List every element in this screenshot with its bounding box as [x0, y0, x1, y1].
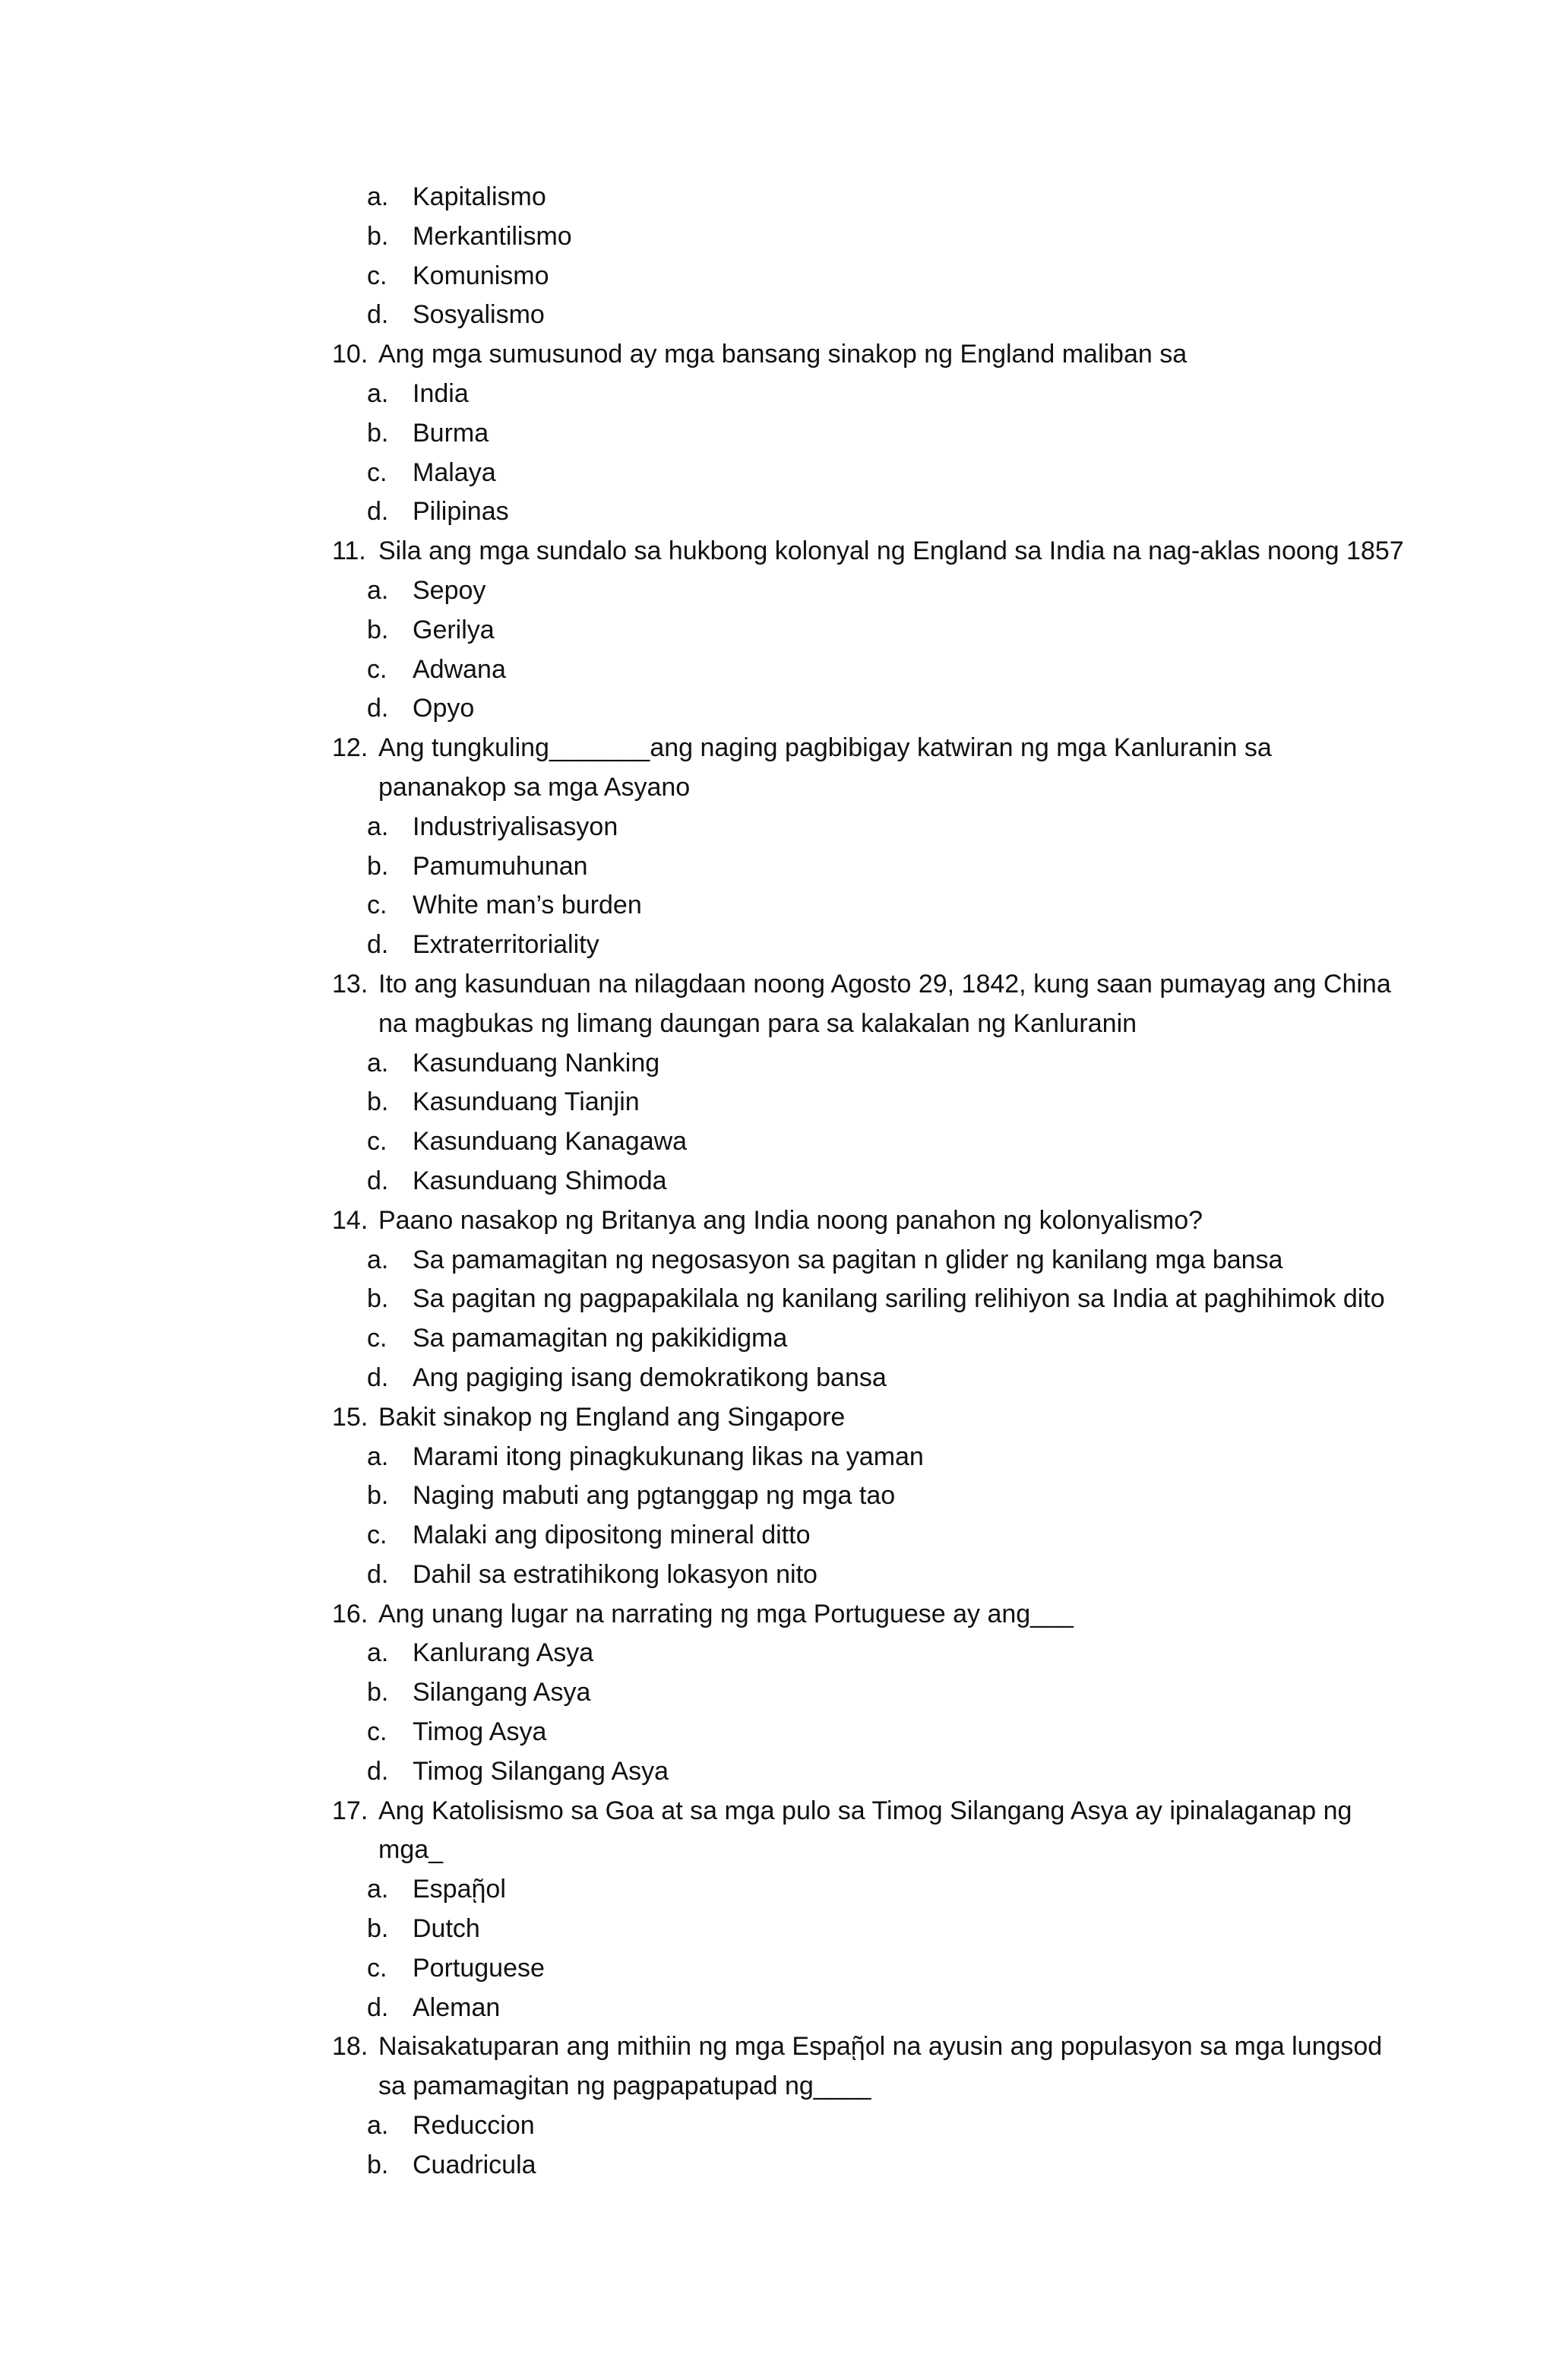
option-letter: b. [367, 1914, 389, 1944]
option-letter: d. [367, 300, 389, 330]
answer-option [0, 1162, 1556, 1201]
option-letter: b. [367, 615, 389, 644]
answer-option [0, 611, 1556, 650]
answer-option [0, 926, 1556, 965]
answer-option [0, 1516, 1556, 1556]
option-letter: c. [367, 1521, 387, 1550]
option-text: Pilipinas [413, 497, 509, 527]
option-text: Pamumuhunan [413, 851, 588, 881]
question-text: Ang mga sumusunod ay mga bansang sinakop ng England maliban sa [378, 340, 1188, 369]
answer-option [0, 257, 1556, 296]
option-text: Aleman [413, 1992, 501, 2022]
answer-option [0, 1280, 1556, 1319]
option-letter: d. [367, 930, 389, 960]
option-letter: c. [367, 1324, 387, 1353]
answer-option [0, 1122, 1556, 1162]
option-text: Kasunduang Shimoda [413, 1166, 667, 1195]
option-text: Kapitalismo [413, 182, 546, 211]
answer-option [0, 1634, 1556, 1673]
option-letter: c. [367, 1717, 387, 1747]
answer-option [0, 1989, 1556, 2028]
answer-option [0, 1910, 1556, 1949]
answer-option [0, 847, 1556, 887]
question-number: 11. [332, 536, 366, 566]
question-text: Paano nasakop ng Britanya ang India noong panahon ng kolonyalismo? [378, 1205, 1203, 1235]
answer-option [0, 1438, 1556, 1477]
question-line [0, 1792, 1556, 1831]
answer-option [0, 1752, 1556, 1792]
question-text: Sila ang mga sundalo sa hukbong kolonyal ng England sa India na nag-aklas noong 1857 [378, 536, 1404, 566]
question-line [0, 1398, 1556, 1438]
question-line [0, 729, 1556, 768]
question-number: 13. [332, 969, 368, 999]
answer-option [0, 1713, 1556, 1752]
question-number: 17. [332, 1796, 368, 1825]
question-number: 12. [332, 733, 368, 763]
answer-option [0, 1083, 1556, 1122]
question-continuation [0, 1005, 1556, 1044]
question-line [0, 1201, 1556, 1241]
question-continuation [0, 2067, 1556, 2106]
answer-option [0, 454, 1556, 493]
option-letter: d. [367, 1166, 389, 1195]
answer-option [0, 1319, 1556, 1359]
answer-option [0, 1476, 1556, 1516]
option-text: Sepoy [413, 575, 486, 605]
answer-option [0, 1673, 1556, 1713]
option-text: Gerilya [413, 615, 495, 644]
option-letter: a. [367, 1638, 389, 1668]
answer-option [0, 1949, 1556, 1989]
answer-option [0, 1044, 1556, 1084]
quiz-document [0, 178, 1556, 2185]
answer-option [0, 296, 1556, 335]
question-text: na magbukas ng limang daungan para sa kalakalan ng Kanluranin [378, 1008, 1137, 1038]
answer-option [0, 375, 1556, 414]
answer-option [0, 217, 1556, 257]
question-number: 18. [332, 2032, 368, 2062]
option-text: Cuadricula [413, 2150, 536, 2179]
option-letter: a. [367, 1048, 389, 1078]
answer-option [0, 2146, 1556, 2185]
option-letter: c. [367, 654, 387, 684]
option-text: Sa pamamagitan ng negosasyon sa pagitan n glider ng kanilang mga bansa [413, 1245, 1283, 1274]
option-letter: b. [367, 1481, 389, 1511]
question-text: Ang unang lugar na narrating ng mga Portuguese ay ang___ [378, 1599, 1074, 1628]
option-letter: c. [367, 1127, 387, 1157]
option-letter: d. [367, 497, 389, 527]
option-letter: a. [367, 812, 389, 841]
option-letter: b. [367, 1678, 389, 1707]
option-letter: c. [367, 891, 387, 920]
question-line [0, 1595, 1556, 1635]
answer-option [0, 1870, 1556, 1910]
option-letter: d. [367, 1559, 389, 1589]
option-letter: a. [367, 378, 389, 408]
question-text: Ang Katolisismo sa Goa at sa mga pulo sa Timog Silangang Asya ay ipinalaganap ng [378, 1796, 1352, 1825]
question-text: mga_ [378, 1835, 444, 1865]
question-number: 14. [332, 1205, 368, 1235]
option-letter: a. [367, 2111, 389, 2141]
option-text: Espaῇol [413, 1875, 506, 1904]
option-letter: a. [367, 182, 389, 211]
answer-option [0, 689, 1556, 729]
option-text: Sa pagitan ng pagpapakilala ng kanilang sariling relihiyon sa India at paghihimok dito [413, 1284, 1385, 1314]
option-text: Industriyalisasyon [413, 812, 618, 841]
option-letter: c. [367, 1953, 387, 1983]
question-text: pananakop sa mga Asyano [378, 772, 691, 802]
option-text: Kanlurang Asya [413, 1638, 594, 1668]
answer-option [0, 2106, 1556, 2146]
option-letter: b. [367, 2150, 389, 2179]
answer-option [0, 178, 1556, 217]
option-text: Malaya [413, 457, 496, 487]
question-number: 16. [332, 1599, 368, 1628]
answer-option [0, 650, 1556, 690]
answer-option [0, 1556, 1556, 1595]
answer-option [0, 1241, 1556, 1280]
option-text: Kasunduang Kanagawa [413, 1127, 688, 1157]
option-text: Ang pagiging isang demokratikong bansa [413, 1362, 887, 1392]
question-line [0, 2027, 1556, 2067]
question-number: 15. [332, 1402, 368, 1432]
option-text: Reduccion [413, 2111, 535, 2141]
option-text: Timog Asya [413, 1717, 547, 1747]
option-text: Opyo [413, 694, 475, 723]
question-text: sa pamamagitan ng pagpapatupad ng____ [378, 2071, 871, 2101]
option-text: Dutch [413, 1914, 480, 1944]
question-text: Ang tungkuling_______ang naging pagbibigay katwiran ng mga Kanluranin sa [378, 733, 1272, 763]
option-text: Timog Silangang Asya [413, 1756, 669, 1786]
option-letter: a. [367, 1245, 389, 1274]
option-text: Merkantilismo [413, 221, 572, 251]
question-text: Naisakatuparan ang mithiin ng mga Espaῇol na ayusin ang populasyon sa mga lungsod [378, 2032, 1383, 2062]
option-text: Marami itong pinagkukunang likas na yaman [413, 1442, 924, 1471]
option-letter: b. [367, 851, 389, 881]
answer-option [0, 571, 1556, 611]
answer-option [0, 414, 1556, 454]
option-letter: b. [367, 1087, 389, 1117]
question-continuation [0, 768, 1556, 808]
option-text: Kasunduang Nanking [413, 1048, 660, 1078]
option-letter: a. [367, 1442, 389, 1471]
option-text: Burma [413, 418, 489, 448]
answer-option [0, 1359, 1556, 1398]
option-text: Dahil sa estratihikong lokasyon nito [413, 1559, 818, 1589]
question-line [0, 335, 1556, 375]
option-text: Sa pamamagitan ng pakikidigma [413, 1324, 788, 1353]
option-letter: d. [367, 1756, 389, 1786]
question-number: 10. [332, 340, 368, 369]
answer-option [0, 886, 1556, 926]
option-letter: c. [367, 261, 387, 290]
option-letter: a. [367, 575, 389, 605]
option-text: Naging mabuti ang pgtanggap ng mga tao [413, 1481, 896, 1511]
option-text: Portuguese [413, 1953, 545, 1983]
option-text: Adwana [413, 654, 506, 684]
option-text: Kasunduang Tianjin [413, 1087, 640, 1117]
option-letter: c. [367, 457, 387, 487]
option-text: Silangang Asya [413, 1678, 591, 1707]
question-line [0, 965, 1556, 1005]
option-text: White man’s burden [413, 891, 642, 920]
answer-option [0, 492, 1556, 532]
option-letter: d. [367, 1992, 389, 2022]
question-text: Bakit sinakop ng England ang Singapore [378, 1402, 846, 1432]
option-text: Malaki ang dipositong mineral ditto [413, 1521, 811, 1550]
option-letter: d. [367, 694, 389, 723]
option-letter: b. [367, 418, 389, 448]
option-text: India [413, 378, 469, 408]
option-text: Sosyalismo [413, 300, 545, 330]
option-letter: a. [367, 1875, 389, 1904]
option-letter: d. [367, 1362, 389, 1392]
question-line [0, 532, 1556, 571]
question-continuation [0, 1831, 1556, 1870]
question-text: Ito ang kasunduan na nilagdaan noong Agosto 29, 1842, kung saan pumayag ang China [378, 969, 1391, 999]
option-text: Extraterritoriality [413, 930, 599, 960]
option-text: Komunismo [413, 261, 549, 290]
answer-option [0, 808, 1556, 847]
option-letter: b. [367, 1284, 389, 1314]
option-letter: b. [367, 221, 389, 251]
